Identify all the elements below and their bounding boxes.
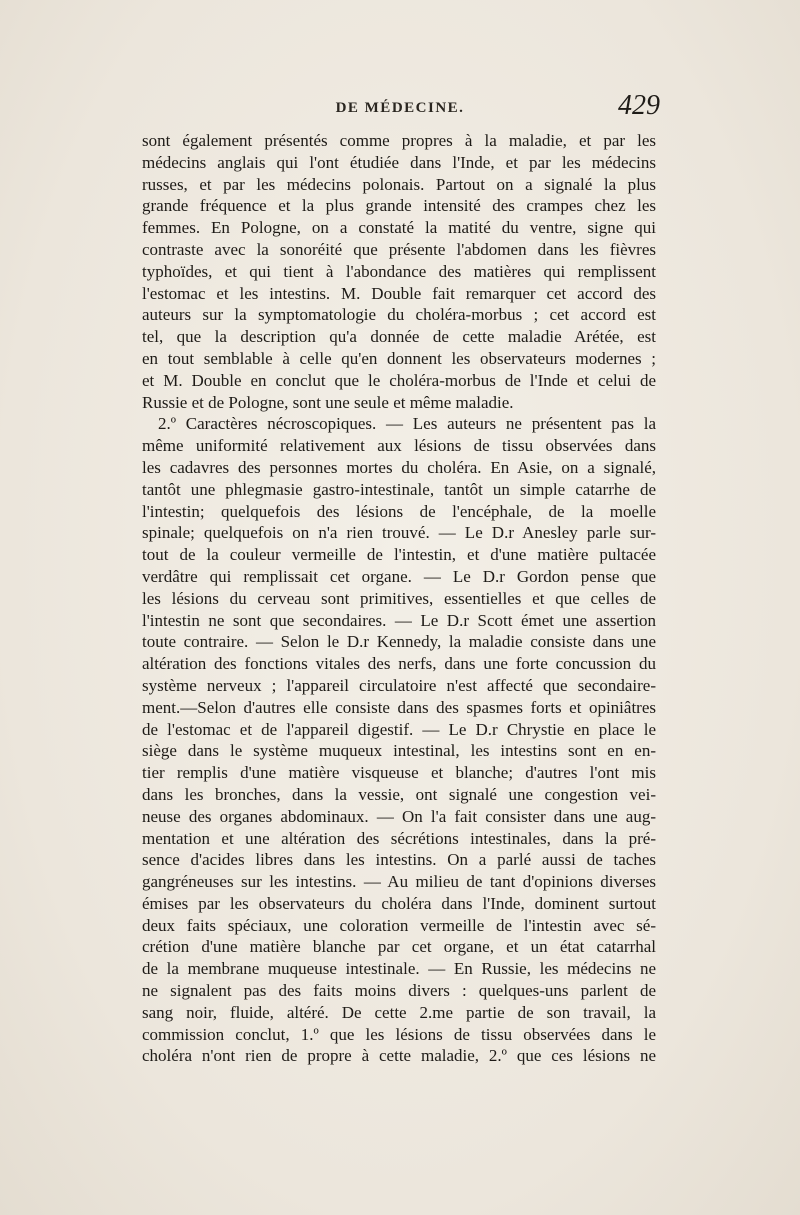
text-line: choléra n'ont rien de propre à cette maladie, 2.º que ces lésions ne [142, 1046, 656, 1066]
text-line: contraste avec la sonoréité que présente l'abdomen dans les fièvres [142, 239, 656, 259]
text-line: russes, et par les médecins polonais. Partout on a signalé la plus [142, 174, 656, 194]
text-line: toute contraire. — Selon le D.r Kennedy, la maladie consiste dans une [142, 632, 656, 652]
text-line: spinale; quelquefois on n'a rien trouvé. — Le D.r Anesley parle sur- [142, 523, 656, 543]
text-line: sang noir, fluide, altéré. De cette 2.me partie de son travail, la [142, 1002, 656, 1022]
text-line: ment.—Selon d'autres elle consiste dans des spasmes forts et opiniâtres [142, 697, 656, 717]
text-line: altération des fonctions vitales des nerfs, dans une forte concussion du [142, 654, 656, 674]
text-line: les lésions du cerveau sont primitives, essentielles et que celles de [142, 588, 656, 608]
text-line: et M. Double en conclut que le choléra-morbus de l'Inde et celui de [142, 370, 656, 390]
text-line: tier remplis d'une matière visqueuse et blanche; d'autres l'ont mis [142, 763, 656, 783]
text-line: gangréneuses sur les intestins. — Au milieu de tant d'opinions diverses [142, 872, 656, 892]
page-header [140, 90, 660, 130]
text-line: sont également présentés comme propres à la maladie, et par les [142, 131, 656, 150]
text-line: même uniformité relativement aux lésions de tissu observées dans [142, 436, 656, 456]
text-line: crétion d'une matière blanche par cet organe, et un état catarrhal [142, 937, 656, 957]
text-line: tel, que la description qu'a donnée de cette maladie Arétée, est [142, 327, 656, 347]
text-line: tout de la couleur vermeille de l'intestin, et d'une matière pultacée [142, 545, 656, 565]
text-line: siège dans le système muqueux intestinal, les intestins sont en en- [142, 741, 656, 761]
section-heading-line: 2.º Caractères nécroscopiques. — Les auteurs ne présentent pas la [158, 414, 656, 434]
text-line: sence d'acides libres dans les intestins. On a parlé aussi de taches [142, 850, 656, 870]
text-line: grande fréquence et la plus grande intensité des crampes chez les [142, 196, 656, 216]
text-line: auteurs sur la symptomatologie du choléra-morbus ; cet accord est [142, 305, 656, 325]
text-line: typhoïdes, et qui tient à l'abondance des matières qui remplissent [142, 261, 656, 281]
text-line: neuse des organes abdominaux. — On l'a fait consister dans une aug- [142, 806, 656, 826]
page-number: 429 [618, 90, 660, 121]
text-line: mentation et une altération des sécrétions intestinales, dans la pré- [142, 828, 656, 848]
text-line: tantôt une phlegmasie gastro-intestinale, tantôt un simple catarrhe de [142, 479, 656, 499]
text-line: commission conclut, 1.º que les lésions de tissu observées dans le [142, 1024, 656, 1044]
text-line: en tout semblable à celle qu'en donnent les observateurs modernes ; [142, 348, 656, 368]
text-line: verdâtre qui remplissait cet organe. — Le D.r Gordon pense que [142, 566, 656, 586]
running-head: DE MÉDECINE. [335, 100, 465, 116]
text-line: émises par les observateurs du choléra dans l'Inde, dominent surtout [142, 893, 656, 913]
text-line: ne signalent pas des faits moins divers : quelques-uns parlent de [142, 981, 656, 1001]
text-line: deux faits spéciaux, une coloration vermeille de l'intestin avec sé- [142, 915, 656, 935]
text-line: dans les bronches, dans la vessie, ont signalé une congestion vei- [142, 784, 656, 804]
text-line: l'intestin; quelquefois des lésions de l'encéphale, de la moelle [142, 501, 656, 521]
text-line: l'intestin ne sont que secondaires. — Le D.r Scott émet une assertion [142, 610, 656, 630]
body-text [142, 130, 656, 1067]
text-line: médecins anglais qui l'ont étudiée dans l'Inde, et par les médecins [142, 152, 656, 172]
text-line: de la membrane muqueuse intestinale. — En Russie, les médecins ne [142, 959, 656, 979]
paragraph-end-line: Russie et de Pologne, sont une seule et même maladie. [142, 392, 514, 412]
text-line: femmes. En Pologne, on a constaté la matité du ventre, signe qui [142, 218, 656, 238]
text-line: système nerveux ; l'appareil circulatoire n'est affecté que secondaire- [142, 675, 656, 695]
text-line: l'estomac et les intestins. M. Double fait remarquer cet accord des [142, 283, 656, 303]
text-line: de l'estomac et de l'appareil digestif. — Le D.r Chrystie en place le [142, 719, 656, 739]
text-line: les cadavres des personnes mortes du choléra. En Asie, on a signalé, [142, 457, 656, 477]
